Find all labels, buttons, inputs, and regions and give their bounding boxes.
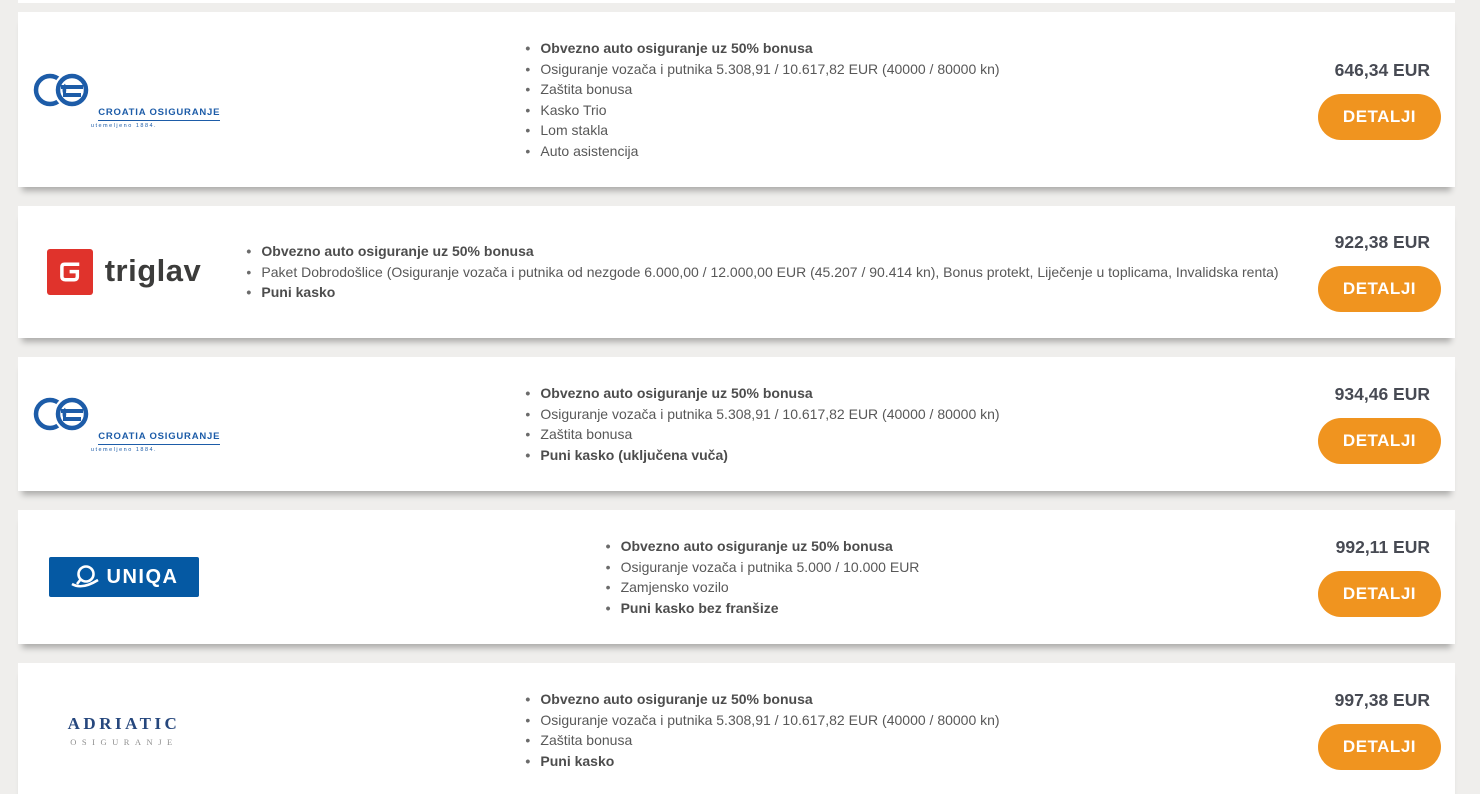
adriatic-logo — [68, 714, 181, 747]
offer-card — [18, 206, 1455, 338]
uniqa-swirl-icon — [70, 563, 100, 591]
previous-card-edge — [18, 0, 1455, 3]
offer-features — [230, 38, 1293, 161]
insurer-logo — [18, 249, 230, 295]
offer-price-column — [1293, 537, 1455, 617]
insurer-logo — [18, 714, 230, 747]
adriatic-logo-text: ADRIATIC — [67, 713, 181, 733]
feature-item: • Zamjensko vozilo — [604, 577, 920, 598]
feature-list — [523, 689, 999, 771]
offer-card — [18, 663, 1455, 794]
insurer-logo — [18, 71, 230, 129]
feature-item: • Zaštita bonusa — [523, 730, 999, 751]
uniqa-wordmark: UNIQA — [106, 566, 179, 588]
feature-item: • Osiguranje vozača i putnika 5.308,91 / 10.617,82 EUR (40000 / 80000 kn) — [523, 710, 999, 731]
feature-list — [523, 383, 999, 465]
offers-list — [18, 12, 1455, 794]
offer-features — [230, 383, 1293, 465]
feature-item: • Puni kasko — [523, 751, 999, 772]
triglav-wordmark: triglav — [104, 252, 202, 288]
offer-price: 997,38 EUR — [1334, 690, 1430, 710]
croatia-logo-text: CROATIA OSIGURANJE — [98, 431, 220, 445]
croatia-circles-icon — [28, 395, 94, 439]
insurer-logo — [18, 395, 230, 453]
offer-price: 934,46 EUR — [1334, 384, 1430, 404]
feature-item: • Osiguranje vozača i putnika 5.308,91 / 10.617,82 EUR (40000 / 80000 kn) — [523, 59, 999, 80]
feature-item: • Obvezno auto osiguranje uz 50% bonusa — [523, 383, 999, 404]
croatia-logo-text: CROATIA OSIGURANJE — [98, 107, 220, 121]
feature-item: • Osiguranje vozača i putnika 5.308,91 / 10.617,82 EUR (40000 / 80000 kn) — [523, 404, 999, 425]
feature-item: • Puni kasko (uključena vuča) — [523, 445, 999, 466]
feature-list — [523, 38, 999, 161]
croatia-osiguranje-logo — [28, 395, 221, 453]
feature-item: • Zaštita bonusa — [523, 424, 999, 445]
details-button[interactable]: DETALJI — [1318, 571, 1441, 617]
feature-item: • Obvezno auto osiguranje uz 50% bonusa — [523, 38, 999, 59]
feature-item: • Obvezno auto osiguranje uz 50% bonusa — [244, 241, 1278, 262]
feature-item: • Osiguranje vozača i putnika 5.000 / 10.000 EUR — [604, 557, 920, 578]
feature-list — [604, 536, 920, 618]
feature-item: • Obvezno auto osiguranje uz 50% bonusa — [523, 689, 999, 710]
insurer-logo — [18, 557, 230, 597]
offer-price-column — [1293, 384, 1455, 464]
offer-price: 922,38 EUR — [1334, 232, 1430, 252]
details-button[interactable]: DETALJI — [1318, 266, 1441, 312]
feature-item: • Lom stakla — [523, 120, 999, 141]
offer-price-column — [1293, 232, 1455, 312]
croatia-logo-tagline: utemeljeno 1884. — [90, 122, 158, 129]
offer-card — [18, 510, 1455, 644]
offer-features — [230, 241, 1293, 303]
offer-price: 992,11 EUR — [1335, 537, 1430, 557]
croatia-logo-tagline: utemeljeno 1884. — [90, 447, 158, 453]
details-button[interactable]: DETALJI — [1318, 94, 1441, 140]
offer-features — [230, 536, 1293, 618]
offer-price-column — [1293, 690, 1455, 770]
feature-item: • Obvezno auto osiguranje uz 50% bonusa — [604, 536, 920, 557]
feature-item: • Zaštita bonusa — [523, 79, 999, 100]
adriatic-logo-tagline: OSIGURANJE — [70, 736, 178, 747]
offer-card — [18, 12, 1455, 187]
offer-price-column — [1293, 60, 1455, 140]
feature-list — [244, 241, 1278, 303]
feature-item: • Puni kasko bez franšize — [604, 598, 920, 619]
triglav-logo — [47, 249, 202, 295]
details-button[interactable]: DETALJI — [1318, 418, 1441, 464]
feature-item: • Puni kasko — [244, 282, 1278, 303]
offer-price: 646,34 EUR — [1334, 59, 1430, 80]
croatia-osiguranje-logo — [28, 71, 221, 129]
triglav-shield-icon — [47, 249, 93, 295]
feature-item: • Auto asistencija — [523, 141, 999, 162]
feature-item: • Paket Dobrodošlice (Osiguranje vozača i putnika od nezgode 6.000,00 / 12.000,00 EUR (45.207 / 90.414 kn), Bonus protekt, Liječenje u toplicama, Invalidska renta) — [244, 262, 1278, 283]
details-button[interactable]: DETALJI — [1318, 724, 1441, 770]
feature-item: • Kasko Trio — [523, 100, 999, 121]
croatia-circles-icon — [28, 71, 94, 115]
offer-features — [230, 689, 1293, 771]
offer-card — [18, 357, 1455, 491]
uniqa-logo — [49, 557, 199, 597]
